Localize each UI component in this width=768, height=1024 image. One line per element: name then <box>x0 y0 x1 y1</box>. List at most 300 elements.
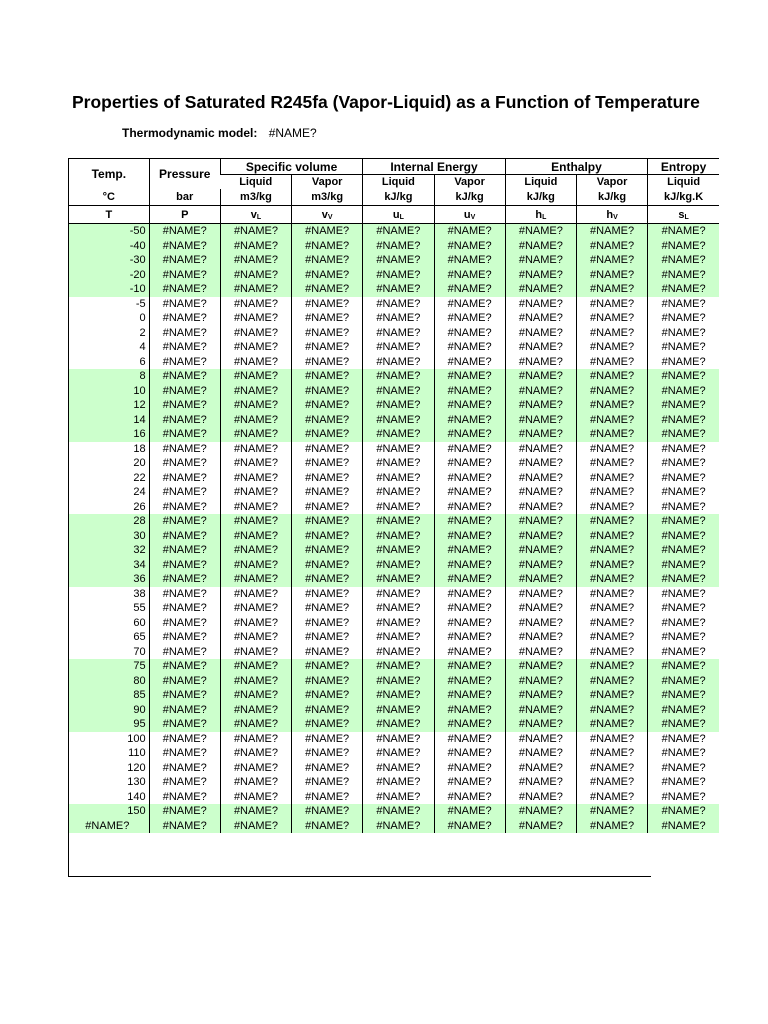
value-cell[interactable]: #NAME? <box>576 790 647 805</box>
value-cell[interactable]: #NAME? <box>363 746 434 761</box>
value-cell[interactable]: #NAME? <box>363 775 434 790</box>
value-cell[interactable]: #NAME? <box>576 572 647 587</box>
value-cell[interactable]: #NAME? <box>220 326 291 341</box>
value-cell[interactable]: #NAME? <box>576 775 647 790</box>
value-cell[interactable]: #NAME? <box>292 688 363 703</box>
value-cell[interactable]: #NAME? <box>505 311 576 326</box>
value-cell[interactable]: #NAME? <box>434 732 505 747</box>
value-cell[interactable]: #NAME? <box>363 297 434 312</box>
value-cell[interactable]: #NAME? <box>149 398 220 413</box>
value-cell[interactable]: #NAME? <box>648 746 719 761</box>
value-cell[interactable]: #NAME? <box>220 442 291 457</box>
value-cell[interactable]: #NAME? <box>434 224 505 239</box>
value-cell[interactable]: #NAME? <box>363 761 434 776</box>
value-cell[interactable]: #NAME? <box>576 456 647 471</box>
value-cell[interactable]: #NAME? <box>292 761 363 776</box>
value-cell[interactable]: #NAME? <box>576 427 647 442</box>
value-cell[interactable]: #NAME? <box>648 659 719 674</box>
value-cell[interactable]: #NAME? <box>220 572 291 587</box>
value-cell[interactable]: #NAME? <box>434 311 505 326</box>
value-cell[interactable]: #NAME? <box>648 282 719 297</box>
temp-cell[interactable]: 28 <box>69 514 149 529</box>
value-cell[interactable]: #NAME? <box>648 340 719 355</box>
value-cell[interactable]: #NAME? <box>363 326 434 341</box>
value-cell[interactable]: #NAME? <box>149 630 220 645</box>
value-cell[interactable]: #NAME? <box>434 340 505 355</box>
value-cell[interactable]: #NAME? <box>505 442 576 457</box>
value-cell[interactable]: #NAME? <box>220 761 291 776</box>
value-cell[interactable]: #NAME? <box>292 253 363 268</box>
value-cell[interactable]: #NAME? <box>292 529 363 544</box>
value-cell[interactable]: #NAME? <box>648 775 719 790</box>
value-cell[interactable]: #NAME? <box>149 703 220 718</box>
value-cell[interactable]: #NAME? <box>220 355 291 370</box>
temp-cell[interactable]: -10 <box>69 282 149 297</box>
value-cell[interactable]: #NAME? <box>149 558 220 573</box>
value-cell[interactable]: #NAME? <box>434 543 505 558</box>
value-cell[interactable]: #NAME? <box>292 311 363 326</box>
value-cell[interactable]: #NAME? <box>434 645 505 660</box>
value-cell[interactable]: #NAME? <box>292 732 363 747</box>
value-cell[interactable]: #NAME? <box>363 355 434 370</box>
value-cell[interactable]: #NAME? <box>149 601 220 616</box>
value-cell[interactable]: #NAME? <box>505 485 576 500</box>
value-cell[interactable]: #NAME? <box>648 703 719 718</box>
value-cell[interactable]: #NAME? <box>292 456 363 471</box>
value-cell[interactable]: #NAME? <box>292 369 363 384</box>
value-cell[interactable]: #NAME? <box>576 558 647 573</box>
value-cell[interactable]: #NAME? <box>648 587 719 602</box>
value-cell[interactable]: #NAME? <box>505 471 576 486</box>
temp-cell[interactable]: 140 <box>69 790 149 805</box>
value-cell[interactable]: #NAME? <box>576 659 647 674</box>
value-cell[interactable]: #NAME? <box>648 384 719 399</box>
temp-cell[interactable]: 110 <box>69 746 149 761</box>
value-cell[interactable]: #NAME? <box>576 688 647 703</box>
value-cell[interactable]: #NAME? <box>576 326 647 341</box>
value-cell[interactable]: #NAME? <box>363 601 434 616</box>
value-cell[interactable]: #NAME? <box>576 297 647 312</box>
temp-cell[interactable]: 20 <box>69 456 149 471</box>
value-cell[interactable]: #NAME? <box>292 282 363 297</box>
value-cell[interactable]: #NAME? <box>505 616 576 631</box>
value-cell[interactable]: #NAME? <box>220 616 291 631</box>
value-cell[interactable]: #NAME? <box>434 659 505 674</box>
value-cell[interactable]: #NAME? <box>576 239 647 254</box>
value-cell[interactable]: #NAME? <box>220 587 291 602</box>
value-cell[interactable]: #NAME? <box>434 485 505 500</box>
value-cell[interactable]: #NAME? <box>505 514 576 529</box>
value-cell[interactable]: #NAME? <box>149 485 220 500</box>
value-cell[interactable]: #NAME? <box>434 601 505 616</box>
value-cell[interactable]: #NAME? <box>292 717 363 732</box>
value-cell[interactable]: #NAME? <box>434 674 505 689</box>
temp-cell[interactable]: 4 <box>69 340 149 355</box>
value-cell[interactable]: #NAME? <box>434 384 505 399</box>
value-cell[interactable]: #NAME? <box>434 442 505 457</box>
value-cell[interactable]: #NAME? <box>220 630 291 645</box>
value-cell[interactable]: #NAME? <box>648 398 719 413</box>
value-cell[interactable]: #NAME? <box>648 427 719 442</box>
value-cell[interactable]: #NAME? <box>648 239 719 254</box>
temp-cell[interactable]: 150 <box>69 804 149 819</box>
value-cell[interactable]: #NAME? <box>292 427 363 442</box>
value-cell[interactable]: #NAME? <box>363 442 434 457</box>
value-cell[interactable]: #NAME? <box>505 645 576 660</box>
value-cell[interactable]: #NAME? <box>648 529 719 544</box>
value-cell[interactable]: #NAME? <box>434 413 505 428</box>
value-cell[interactable]: #NAME? <box>292 442 363 457</box>
value-cell[interactable]: #NAME? <box>149 732 220 747</box>
value-cell[interactable]: #NAME? <box>220 224 291 239</box>
value-cell[interactable]: #NAME? <box>149 456 220 471</box>
temp-cell[interactable]: -40 <box>69 239 149 254</box>
value-cell[interactable]: #NAME? <box>149 529 220 544</box>
value-cell[interactable]: #NAME? <box>149 282 220 297</box>
value-cell[interactable]: #NAME? <box>648 253 719 268</box>
value-cell[interactable]: #NAME? <box>576 340 647 355</box>
value-cell[interactable]: #NAME? <box>434 529 505 544</box>
value-cell[interactable]: #NAME? <box>149 761 220 776</box>
value-cell[interactable]: #NAME? <box>434 790 505 805</box>
value-cell[interactable]: #NAME? <box>220 804 291 819</box>
value-cell[interactable]: #NAME? <box>576 384 647 399</box>
value-cell[interactable]: #NAME? <box>434 239 505 254</box>
value-cell[interactable]: #NAME? <box>292 268 363 283</box>
value-cell[interactable]: #NAME? <box>648 413 719 428</box>
value-cell[interactable]: #NAME? <box>505 340 576 355</box>
value-cell[interactable]: #NAME? <box>149 355 220 370</box>
value-cell[interactable]: #NAME? <box>220 659 291 674</box>
value-cell[interactable]: #NAME? <box>220 558 291 573</box>
value-cell[interactable]: #NAME? <box>220 514 291 529</box>
value-cell[interactable]: #NAME? <box>434 427 505 442</box>
value-cell[interactable]: #NAME? <box>648 717 719 732</box>
temp-cell[interactable]: 24 <box>69 485 149 500</box>
value-cell[interactable]: #NAME? <box>363 268 434 283</box>
value-cell[interactable]: #NAME? <box>434 398 505 413</box>
value-cell[interactable]: #NAME? <box>220 601 291 616</box>
value-cell[interactable]: #NAME? <box>363 558 434 573</box>
value-cell[interactable]: #NAME? <box>149 746 220 761</box>
value-cell[interactable]: #NAME? <box>505 500 576 515</box>
value-cell[interactable]: #NAME? <box>648 732 719 747</box>
value-cell[interactable]: #NAME? <box>505 761 576 776</box>
value-cell[interactable]: #NAME? <box>576 311 647 326</box>
value-cell[interactable]: #NAME? <box>292 601 363 616</box>
value-cell[interactable]: #NAME? <box>149 645 220 660</box>
temp-cell[interactable]: 30 <box>69 529 149 544</box>
value-cell[interactable]: #NAME? <box>648 688 719 703</box>
value-cell[interactable]: #NAME? <box>220 239 291 254</box>
value-cell[interactable]: #NAME? <box>292 224 363 239</box>
value-cell[interactable]: #NAME? <box>648 471 719 486</box>
value-cell[interactable]: #NAME? <box>505 630 576 645</box>
value-cell[interactable]: #NAME? <box>292 384 363 399</box>
value-cell[interactable]: #NAME? <box>648 543 719 558</box>
value-cell[interactable]: #NAME? <box>220 746 291 761</box>
value-cell[interactable]: #NAME? <box>434 616 505 631</box>
value-cell[interactable]: #NAME? <box>576 413 647 428</box>
value-cell[interactable]: #NAME? <box>292 819 363 834</box>
value-cell[interactable]: #NAME? <box>576 616 647 631</box>
value-cell[interactable]: #NAME? <box>648 369 719 384</box>
temp-cell[interactable]: 130 <box>69 775 149 790</box>
temp-cell[interactable]: 10 <box>69 384 149 399</box>
value-cell[interactable]: #NAME? <box>505 790 576 805</box>
value-cell[interactable]: #NAME? <box>149 514 220 529</box>
value-cell[interactable]: #NAME? <box>576 645 647 660</box>
value-cell[interactable]: #NAME? <box>363 717 434 732</box>
value-cell[interactable]: #NAME? <box>505 413 576 428</box>
temp-cell[interactable]: 55 <box>69 601 149 616</box>
value-cell[interactable]: #NAME? <box>505 775 576 790</box>
temp-cell[interactable]: 34 <box>69 558 149 573</box>
value-cell[interactable]: #NAME? <box>576 630 647 645</box>
value-cell[interactable]: #NAME? <box>576 369 647 384</box>
temp-cell[interactable]: 38 <box>69 587 149 602</box>
temp-cell[interactable]: 95 <box>69 717 149 732</box>
value-cell[interactable]: #NAME? <box>292 543 363 558</box>
value-cell[interactable]: #NAME? <box>576 717 647 732</box>
value-cell[interactable]: #NAME? <box>292 239 363 254</box>
value-cell[interactable]: #NAME? <box>434 761 505 776</box>
value-cell[interactable]: #NAME? <box>149 268 220 283</box>
value-cell[interactable]: #NAME? <box>434 630 505 645</box>
value-cell[interactable]: #NAME? <box>363 630 434 645</box>
value-cell[interactable]: #NAME? <box>220 790 291 805</box>
value-cell[interactable]: #NAME? <box>363 514 434 529</box>
value-cell[interactable]: #NAME? <box>648 558 719 573</box>
temp-cell[interactable]: 36 <box>69 572 149 587</box>
value-cell[interactable]: #NAME? <box>149 369 220 384</box>
value-cell[interactable]: #NAME? <box>363 645 434 660</box>
model-value[interactable]: #NAME? <box>268 126 317 140</box>
value-cell[interactable]: #NAME? <box>505 688 576 703</box>
value-cell[interactable]: #NAME? <box>505 398 576 413</box>
value-cell[interactable]: #NAME? <box>149 819 220 834</box>
value-cell[interactable]: #NAME? <box>648 500 719 515</box>
value-cell[interactable]: #NAME? <box>363 616 434 631</box>
value-cell[interactable]: #NAME? <box>149 616 220 631</box>
value-cell[interactable]: #NAME? <box>505 746 576 761</box>
value-cell[interactable]: #NAME? <box>505 601 576 616</box>
temp-cell[interactable]: 8 <box>69 369 149 384</box>
value-cell[interactable]: #NAME? <box>576 587 647 602</box>
temp-cell[interactable]: 120 <box>69 761 149 776</box>
temp-cell[interactable]: 22 <box>69 471 149 486</box>
value-cell[interactable]: #NAME? <box>292 413 363 428</box>
value-cell[interactable]: #NAME? <box>434 514 505 529</box>
value-cell[interactable]: #NAME? <box>292 703 363 718</box>
value-cell[interactable]: #NAME? <box>648 224 719 239</box>
value-cell[interactable]: #NAME? <box>292 674 363 689</box>
value-cell[interactable]: #NAME? <box>505 674 576 689</box>
value-cell[interactable]: #NAME? <box>292 500 363 515</box>
value-cell[interactable]: #NAME? <box>149 311 220 326</box>
value-cell[interactable]: #NAME? <box>292 471 363 486</box>
value-cell[interactable]: #NAME? <box>149 790 220 805</box>
temp-cell[interactable]: -20 <box>69 268 149 283</box>
value-cell[interactable]: #NAME? <box>505 717 576 732</box>
value-cell[interactable]: #NAME? <box>505 369 576 384</box>
value-cell[interactable]: #NAME? <box>505 355 576 370</box>
value-cell[interactable]: #NAME? <box>648 601 719 616</box>
value-cell[interactable]: #NAME? <box>149 413 220 428</box>
value-cell[interactable]: #NAME? <box>220 340 291 355</box>
value-cell[interactable]: #NAME? <box>576 500 647 515</box>
value-cell[interactable]: #NAME? <box>220 268 291 283</box>
temp-cell[interactable]: 75 <box>69 659 149 674</box>
value-cell[interactable]: #NAME? <box>434 587 505 602</box>
value-cell[interactable]: #NAME? <box>505 703 576 718</box>
value-cell[interactable]: #NAME? <box>220 311 291 326</box>
value-cell[interactable]: #NAME? <box>434 500 505 515</box>
value-cell[interactable]: #NAME? <box>220 485 291 500</box>
value-cell[interactable]: #NAME? <box>505 456 576 471</box>
value-cell[interactable]: #NAME? <box>363 456 434 471</box>
value-cell[interactable]: #NAME? <box>576 761 647 776</box>
value-cell[interactable]: #NAME? <box>363 819 434 834</box>
value-cell[interactable]: #NAME? <box>220 282 291 297</box>
value-cell[interactable]: #NAME? <box>434 282 505 297</box>
temp-cell[interactable]: 16 <box>69 427 149 442</box>
value-cell[interactable]: #NAME? <box>505 239 576 254</box>
value-cell[interactable]: #NAME? <box>576 804 647 819</box>
value-cell[interactable]: #NAME? <box>363 311 434 326</box>
value-cell[interactable]: #NAME? <box>292 355 363 370</box>
value-cell[interactable]: #NAME? <box>149 253 220 268</box>
value-cell[interactable]: #NAME? <box>576 485 647 500</box>
value-cell[interactable]: #NAME? <box>363 384 434 399</box>
value-cell[interactable]: #NAME? <box>220 674 291 689</box>
value-cell[interactable]: #NAME? <box>576 398 647 413</box>
value-cell[interactable]: #NAME? <box>363 543 434 558</box>
value-cell[interactable]: #NAME? <box>220 413 291 428</box>
value-cell[interactable]: #NAME? <box>363 732 434 747</box>
value-cell[interactable]: #NAME? <box>363 282 434 297</box>
value-cell[interactable]: #NAME? <box>363 340 434 355</box>
temp-cell[interactable]: 0 <box>69 311 149 326</box>
temp-cell[interactable]: 80 <box>69 674 149 689</box>
value-cell[interactable]: #NAME? <box>576 819 647 834</box>
value-cell[interactable]: #NAME? <box>505 253 576 268</box>
value-cell[interactable]: #NAME? <box>434 297 505 312</box>
temp-cell[interactable]: 100 <box>69 732 149 747</box>
value-cell[interactable]: #NAME? <box>434 456 505 471</box>
value-cell[interactable]: #NAME? <box>434 703 505 718</box>
value-cell[interactable]: #NAME? <box>149 804 220 819</box>
value-cell[interactable]: #NAME? <box>220 645 291 660</box>
value-cell[interactable]: #NAME? <box>149 688 220 703</box>
value-cell[interactable]: #NAME? <box>434 253 505 268</box>
value-cell[interactable]: #NAME? <box>576 268 647 283</box>
value-cell[interactable]: #NAME? <box>363 529 434 544</box>
value-cell[interactable]: #NAME? <box>505 804 576 819</box>
value-cell[interactable]: #NAME? <box>363 471 434 486</box>
value-cell[interactable]: #NAME? <box>363 572 434 587</box>
value-cell[interactable]: #NAME? <box>576 601 647 616</box>
temp-cell[interactable]: 18 <box>69 442 149 457</box>
value-cell[interactable]: #NAME? <box>434 572 505 587</box>
temp-cell[interactable]: 2 <box>69 326 149 341</box>
value-cell[interactable]: #NAME? <box>505 819 576 834</box>
value-cell[interactable]: #NAME? <box>434 355 505 370</box>
value-cell[interactable]: #NAME? <box>648 268 719 283</box>
value-cell[interactable]: #NAME? <box>149 587 220 602</box>
value-cell[interactable]: #NAME? <box>576 442 647 457</box>
value-cell[interactable]: #NAME? <box>149 326 220 341</box>
value-cell[interactable]: #NAME? <box>648 456 719 471</box>
value-cell[interactable]: #NAME? <box>292 775 363 790</box>
value-cell[interactable]: #NAME? <box>149 239 220 254</box>
value-cell[interactable]: #NAME? <box>648 442 719 457</box>
value-cell[interactable]: #NAME? <box>576 674 647 689</box>
value-cell[interactable]: #NAME? <box>363 369 434 384</box>
value-cell[interactable]: #NAME? <box>434 775 505 790</box>
value-cell[interactable]: #NAME? <box>363 703 434 718</box>
value-cell[interactable]: #NAME? <box>434 268 505 283</box>
temp-cell[interactable]: 32 <box>69 543 149 558</box>
value-cell[interactable]: #NAME? <box>363 485 434 500</box>
value-cell[interactable]: #NAME? <box>363 790 434 805</box>
value-cell[interactable]: #NAME? <box>505 224 576 239</box>
value-cell[interactable]: #NAME? <box>576 253 647 268</box>
value-cell[interactable]: #NAME? <box>220 732 291 747</box>
value-cell[interactable]: #NAME? <box>648 616 719 631</box>
value-cell[interactable]: #NAME? <box>505 558 576 573</box>
temp-cell[interactable]: 12 <box>69 398 149 413</box>
value-cell[interactable]: #NAME? <box>648 572 719 587</box>
temp-cell[interactable]: 6 <box>69 355 149 370</box>
value-cell[interactable]: #NAME? <box>648 514 719 529</box>
value-cell[interactable]: #NAME? <box>648 485 719 500</box>
value-cell[interactable]: #NAME? <box>648 804 719 819</box>
value-cell[interactable]: #NAME? <box>149 500 220 515</box>
value-cell[interactable]: #NAME? <box>434 369 505 384</box>
value-cell[interactable]: #NAME? <box>505 529 576 544</box>
value-cell[interactable]: #NAME? <box>292 514 363 529</box>
value-cell[interactable]: #NAME? <box>149 442 220 457</box>
temp-cell[interactable]: -50 <box>69 224 149 239</box>
value-cell[interactable]: #NAME? <box>363 587 434 602</box>
value-cell[interactable]: #NAME? <box>292 485 363 500</box>
value-cell[interactable]: #NAME? <box>434 326 505 341</box>
value-cell[interactable]: #NAME? <box>648 630 719 645</box>
value-cell[interactable]: #NAME? <box>220 717 291 732</box>
value-cell[interactable]: #NAME? <box>292 645 363 660</box>
value-cell[interactable]: #NAME? <box>648 326 719 341</box>
value-cell[interactable]: #NAME? <box>576 355 647 370</box>
value-cell[interactable]: #NAME? <box>220 471 291 486</box>
value-cell[interactable]: #NAME? <box>149 427 220 442</box>
value-cell[interactable]: #NAME? <box>363 413 434 428</box>
value-cell[interactable]: #NAME? <box>363 224 434 239</box>
value-cell[interactable]: #NAME? <box>363 688 434 703</box>
value-cell[interactable]: #NAME? <box>363 804 434 819</box>
temp-cell[interactable]: 14 <box>69 413 149 428</box>
value-cell[interactable]: #NAME? <box>220 398 291 413</box>
value-cell[interactable]: #NAME? <box>149 471 220 486</box>
value-cell[interactable]: #NAME? <box>149 717 220 732</box>
value-cell[interactable]: #NAME? <box>292 746 363 761</box>
value-cell[interactable]: #NAME? <box>576 282 647 297</box>
value-cell[interactable]: #NAME? <box>292 659 363 674</box>
temp-cell[interactable]: -5 <box>69 297 149 312</box>
value-cell[interactable]: #NAME? <box>220 543 291 558</box>
value-cell[interactable]: #NAME? <box>363 239 434 254</box>
temp-cell[interactable]: 85 <box>69 688 149 703</box>
